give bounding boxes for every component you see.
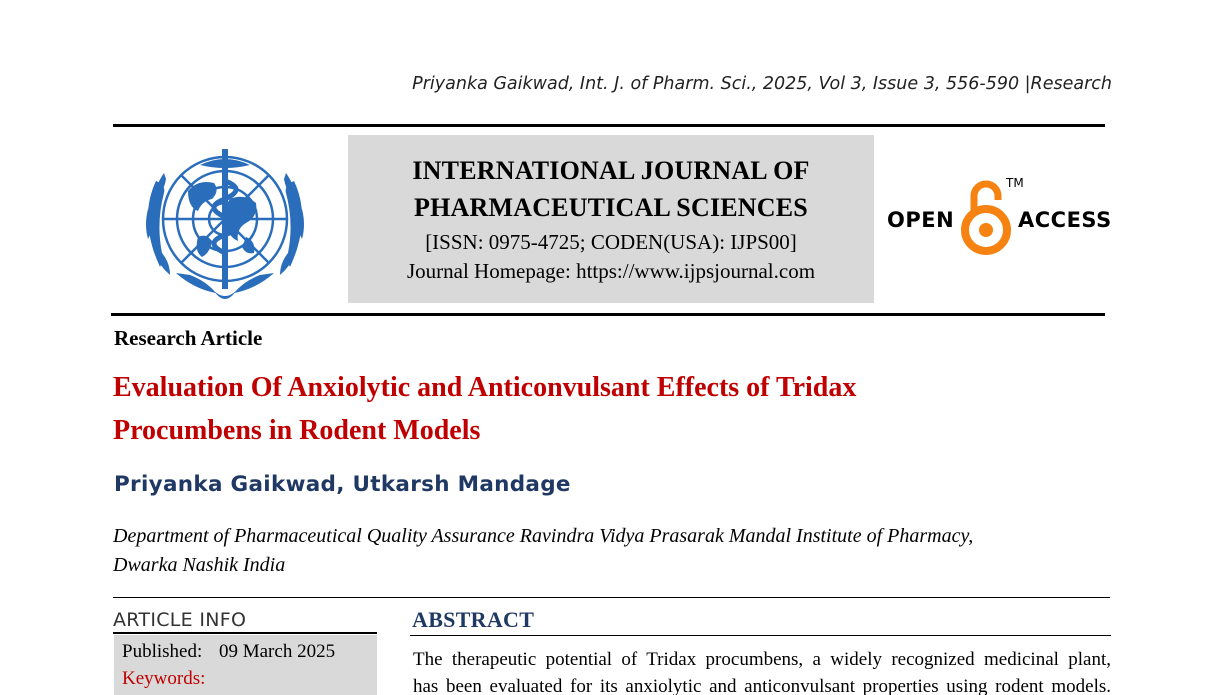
journal-masthead — [348, 135, 874, 303]
article-title — [113, 366, 1033, 452]
open-access-badge — [884, 172, 1114, 256]
journal-name-line1: INTERNATIONAL JOURNAL OF — [412, 156, 810, 185]
open-access-word-access: ACCESS — [1018, 208, 1112, 232]
issn-coden: [ISSN: 0975-4725; CODEN(USA): IJPS00] — [425, 230, 797, 254]
abstract-body — [413, 646, 1111, 695]
affiliation-line2: Dwarka Nashik India — [113, 554, 286, 576]
published-row — [122, 641, 335, 663]
article-type: Research Article — [114, 326, 263, 350]
running-head: Priyanka Gaikwad, Int. J. of Pharm. Sci., 2025, Vol 3, Issue 3, 556-590 |Research — [412, 74, 1112, 94]
section-divider — [113, 597, 1110, 598]
journal-name-line2: PHARMACEUTICAL SCIENCES — [414, 193, 808, 222]
article-info-rule — [113, 632, 377, 634]
published-label: Published: — [122, 641, 203, 662]
journal-homepage[interactable]: Journal Homepage: https://www.ijpsjournal.com — [406, 259, 816, 283]
trademark-mark: TM — [1006, 176, 1024, 190]
abstract-line1: The therapeutic potential of Tridax procumbens, a widely recognized medicinal plant, — [413, 649, 1111, 670]
abstract-line2: has been evaluated for its anxiolytic and anticonvulsant properties using rodent models. — [413, 676, 1111, 695]
open-access-word-open: OPEN — [887, 208, 955, 232]
abstract-rule — [410, 635, 1111, 636]
affiliation-line1: Department of Pharmaceutical Quality Assurance Ravindra Vidya Prasarak Mandal Institute of Pharmacy, — [113, 525, 974, 547]
caduceus-globe-emblem-icon — [126, 141, 324, 306]
header-top-rule — [113, 124, 1105, 127]
journal-name — [348, 152, 874, 226]
header-bottom-rule — [111, 313, 1105, 316]
keywords-label: Keywords: — [122, 668, 206, 689]
article-info-heading: ARTICLE INFO — [113, 609, 247, 631]
article-title-line2: Procumbens in Rodent Models — [113, 415, 481, 446]
author-affiliation — [113, 522, 1113, 580]
open-lock-icon — [960, 174, 1012, 256]
abstract-heading: ABSTRACT — [412, 607, 535, 632]
author-list: Priyanka Gaikwad, Utkarsh Mandage — [114, 472, 571, 497]
article-title-line1: Evaluation Of Anxiolytic and Anticonvulsant Effects of Tridax — [113, 372, 857, 403]
article-info-box — [114, 635, 377, 695]
published-date: 09 March 2025 — [218, 641, 336, 662]
